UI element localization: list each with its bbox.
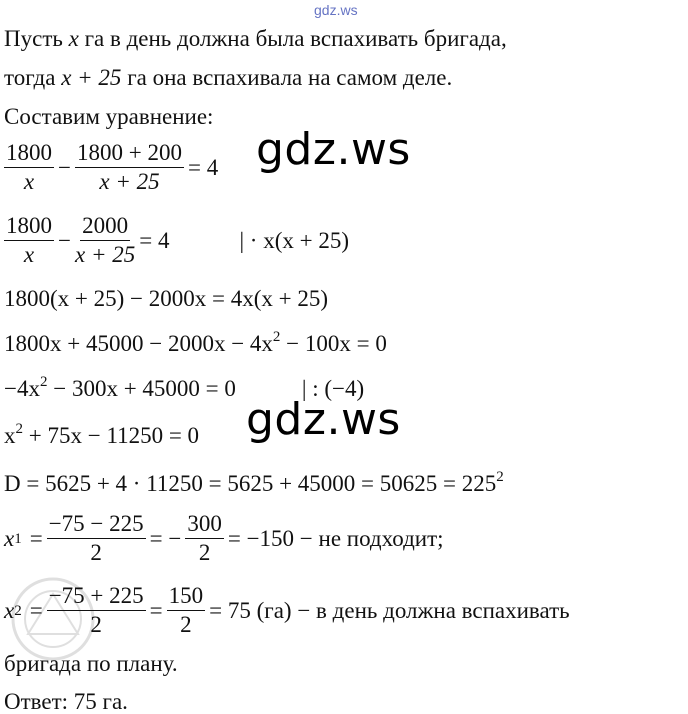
- x1-var: x: [4, 525, 15, 551]
- x2-fraction-2: [167, 584, 206, 637]
- conclusion-line: бригада по плану.: [4, 651, 178, 676]
- intro-line-1: [4, 27, 507, 50]
- x2-tail: = 75 (га) − в день должна вспахивать: [209, 597, 570, 623]
- eq1-frac2-numerator: 1800 + 200: [75, 141, 184, 168]
- eq2-fraction-2: [75, 214, 135, 267]
- equation-1: [4, 141, 218, 194]
- x1-tail: = −150 − не подходит;: [227, 525, 444, 551]
- eq1-fraction-2: [75, 141, 184, 194]
- eq2-frac2-denominator: x + 25: [74, 242, 136, 268]
- intro-line-1-a: Пусть: [4, 26, 69, 51]
- answer-line: Ответ: 75 га.: [4, 689, 128, 714]
- discriminant-line: [4, 469, 504, 496]
- eq4-exponent: 2: [272, 329, 281, 345]
- eq2-rhs: = 4: [139, 227, 170, 253]
- eq2-fraction-1: [4, 214, 54, 267]
- intro-line-3: Составим уравнение:: [4, 104, 214, 129]
- x1-frac1-numerator: −75 − 225: [47, 512, 146, 539]
- eq2-frac1-denominator: x: [23, 242, 35, 268]
- root-x1: x 1 = $\frac{-75 - 225}{2}$ = − $\frac{300}{2}$ = −150 − не подходит;: [4, 511, 444, 566]
- x2-frac1-denominator: 2: [90, 612, 102, 638]
- x2-var: x: [4, 597, 15, 623]
- eq2-frac1-numerator: 1800: [4, 214, 54, 241]
- x1-frac2-denominator: 2: [198, 540, 211, 566]
- eq6-exponent: 2: [15, 421, 23, 437]
- eq7-part-a: D = 5625 + 4 · 11250 = 5625 + 45000 = 50625 = 225: [4, 471, 497, 496]
- eq1-operator: −: [58, 154, 71, 180]
- eq1-fraction-1: [4, 141, 54, 194]
- eq4-part-a: 1800x + 45000 − 2000x − 4x: [4, 331, 273, 356]
- x1-fraction-2: [185, 512, 224, 565]
- eq5-exponent: 2: [39, 374, 48, 390]
- eq7-exponent: 2: [496, 469, 504, 485]
- eq1-frac2-denominator: x + 25: [99, 169, 160, 195]
- eq2-operator: −: [58, 227, 71, 253]
- eq5-note: | : (−4): [301, 376, 365, 401]
- x1-equals-2: = −: [149, 525, 182, 551]
- equation-3: 1800(x + 25) − 2000x = 4x(x + 25): [4, 286, 329, 311]
- x2-equals-2: =: [149, 597, 163, 623]
- root-x2: x 2 = $\frac{-75 + 225}{2}$ = $\frac{150}{2}$ = 75 (га) − в день должна вспахивать: [4, 583, 570, 638]
- intro-line-1-b: га в день должна была вспахивать бригада,: [78, 26, 507, 51]
- watermark-large-middle: gdz.ws: [246, 394, 401, 445]
- eq4-part-b: − 100x = 0: [280, 331, 387, 356]
- eq1-rhs: = 4: [187, 154, 219, 180]
- x2-equals: =: [29, 597, 43, 623]
- eq1-frac1-numerator: 1800: [4, 141, 54, 168]
- x1-fraction-1: [47, 512, 146, 565]
- equation-6: [4, 421, 200, 448]
- intro-line-2-a: тогда: [4, 65, 62, 90]
- eq6-part-b: + 75x − 11250 = 0: [23, 423, 200, 448]
- equation-5: [4, 374, 365, 401]
- intro-line-1-var: x: [68, 26, 79, 51]
- x1-equals: =: [29, 525, 43, 551]
- eq6-part-a: x: [4, 423, 16, 448]
- intro-line-2-expr: x + 25: [61, 65, 122, 90]
- equation-2: [4, 214, 349, 267]
- watermark-large-top: gdz.ws: [256, 124, 411, 175]
- watermark-small: gdz.ws: [314, 2, 358, 18]
- x2-fraction-1: [47, 584, 146, 637]
- eq2-note: | · x(x + 25): [239, 227, 350, 253]
- x2-frac2-denominator: 2: [180, 612, 192, 638]
- eq5-part-b: − 300x + 45000 = 0: [47, 376, 236, 401]
- x1-frac2-numerator: 300: [185, 512, 224, 539]
- intro-line-2: [4, 66, 452, 89]
- eq2-frac2-numerator: 2000: [80, 214, 130, 241]
- x2-frac1-numerator: −75 + 225: [47, 584, 146, 611]
- eq1-frac1-denominator: x: [23, 169, 35, 195]
- x1-frac1-denominator: 2: [90, 540, 102, 566]
- equation-4: [4, 329, 387, 356]
- x2-frac2-numerator: 150: [167, 584, 206, 611]
- intro-line-2-b: га она вспахивала на самом деле.: [121, 65, 453, 90]
- eq5-part-a: −4x: [4, 376, 40, 401]
